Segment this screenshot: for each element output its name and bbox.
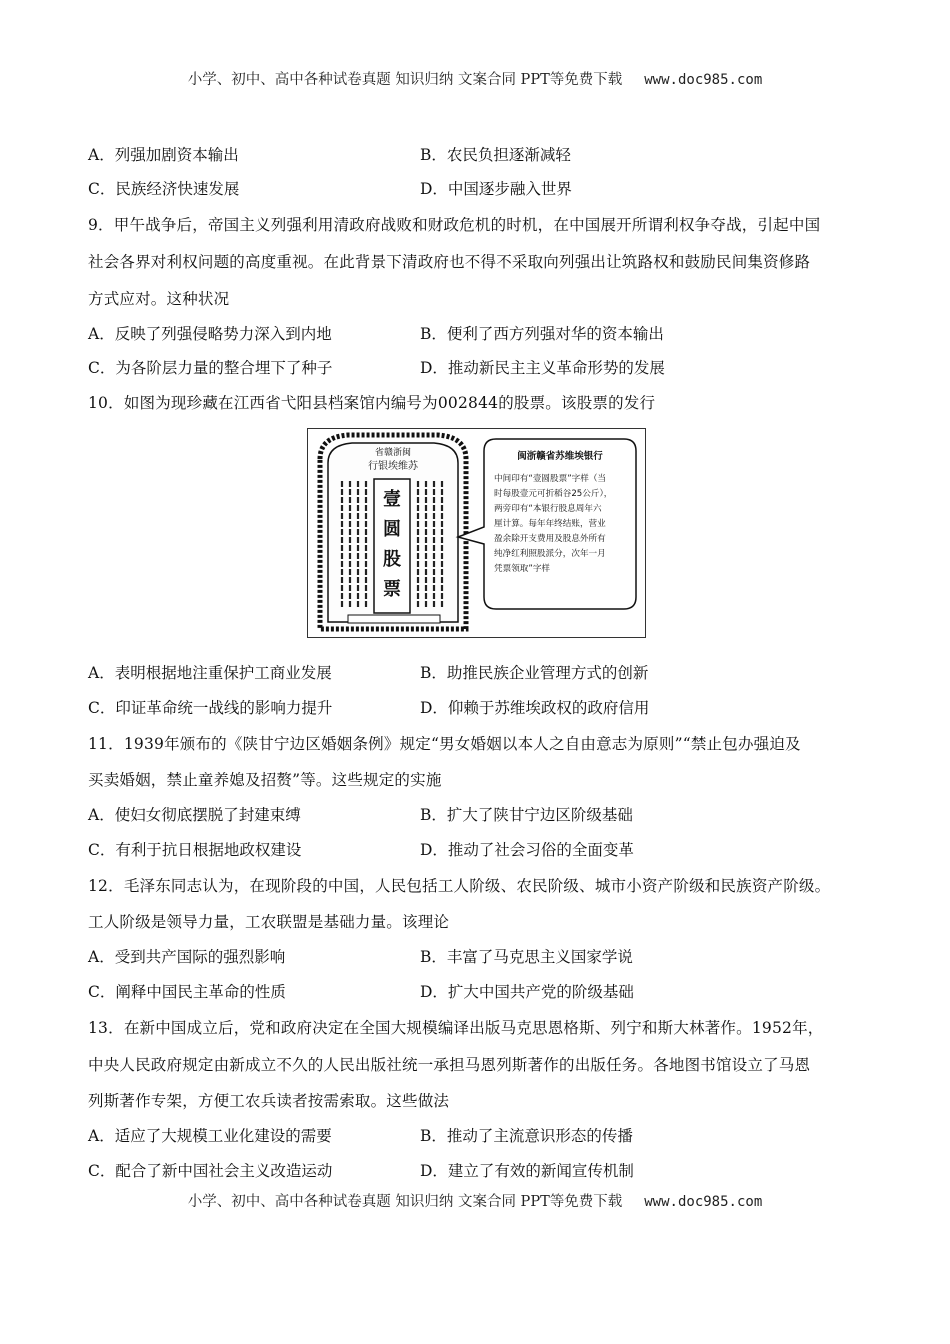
bubble-line: 时每股壹元可折稻谷25公斤）， xyxy=(494,489,613,499)
bubble-title: 闽浙赣省苏维埃银行 xyxy=(517,451,603,462)
bubble-line: 纯净红利照股派分，次年一月 xyxy=(494,549,606,559)
footer-text: 小学、初中、高中各种试卷真题 知识归纳 文案合同 PPT等免费下载 xyxy=(187,1194,623,1210)
q8-option-a[interactable]: A．列强加剧资本输出 xyxy=(88,146,239,164)
q11-stem-line2: 买卖婚姻，禁止童养媳及招赘”等。这些规定的实施 xyxy=(88,771,442,789)
q9-stem-line1: 9．甲午战争后，帝国主义列强利用清政府战败和财政危机的时机，在中国展开所谓利权争夺战，引起中国 xyxy=(88,216,821,234)
q13-stem-line2: 中央人民政府规定由新成立不久的人民出版社统一承担马恩列斯著作的出版任务。各地图书馆设立了马恩 xyxy=(88,1056,811,1074)
header-url[interactable]: www.doc985.com xyxy=(644,72,763,88)
q9-option-a[interactable]: A．反映了列强侵略势力深入到内地 xyxy=(88,325,332,343)
q10-option-b[interactable]: B．助推民族企业管理方式的创新 xyxy=(420,664,649,682)
q13-option-d[interactable]: D．建立了有效的新闻宣传机制 xyxy=(420,1162,634,1180)
certificate-title-char: 股 xyxy=(383,549,401,570)
header-text: 小学、初中、高中各种试卷真题 知识归纳 文案合同 PPT等免费下载 xyxy=(187,72,623,88)
q13-stem-line1: 13．在新中国成立后，党和政府决定在全国大规模编译出版马克思恩格斯、列宁和斯大林著作。1952年， xyxy=(88,1019,824,1037)
q11-option-d[interactable]: D．推动了社会习俗的全面变革 xyxy=(420,841,634,859)
q11-stem-line1: 11．1939年颁布的《陕甘宁边区婚姻条例》规定“男女婚姻以本人之自由意志为原则”“禁止包办强迫及 xyxy=(88,735,801,753)
q11-option-b[interactable]: B．扩大了陕甘宁边区阶级基础 xyxy=(420,806,633,824)
q12-option-d[interactable]: D．扩大中国共产党的阶级基础 xyxy=(420,983,634,1001)
q8-option-d[interactable]: D．中国逐步融入世界 xyxy=(420,180,572,198)
page-footer xyxy=(0,1190,950,1211)
bubble-line: 中间印有“壹圆股票”字样（当 xyxy=(494,474,607,484)
certificate-header-top: 省赣浙闽 xyxy=(374,448,412,458)
q10-option-a[interactable]: A．表明根据地注重保护工商业发展 xyxy=(88,664,332,682)
q9-stem-line2: 社会各界对利权问题的高度重视。在此背景下清政府也不得不采取向列强出让筑路权和鼓励民间集资修路 xyxy=(88,253,811,271)
q13-option-b[interactable]: B．推动了主流意识形态的传播 xyxy=(420,1127,633,1145)
q10-stem-line1: 10．如图为现珍藏在江西省弋阳县档案馆内编号为002844的股票。该股票的发行 xyxy=(88,394,656,412)
footer-url[interactable]: www.doc985.com xyxy=(644,1194,763,1210)
q9-option-d[interactable]: D．推动新民主主义革命形势的发展 xyxy=(420,359,665,377)
q13-option-a[interactable]: A．适应了大规模工业化建设的需要 xyxy=(88,1127,332,1145)
q12-option-b[interactable]: B．丰富了马克思主义国家学说 xyxy=(420,948,633,966)
q9-option-b[interactable]: B．便利了西方列强对华的资本输出 xyxy=(420,325,664,343)
q13-option-c[interactable]: C．配合了新中国社会主义改造运动 xyxy=(88,1162,333,1180)
certificate-ribbon xyxy=(348,615,440,623)
stock-certificate-figure xyxy=(307,428,646,638)
certificate-title-char: 壹 xyxy=(383,489,401,510)
q12-option-a[interactable]: A．受到共产国际的强烈影响 xyxy=(88,948,286,966)
q8-option-b[interactable]: B．农民负担逐渐减轻 xyxy=(420,146,571,164)
q9-stem-line3: 方式应对。这种状况 xyxy=(88,290,230,308)
bubble-line: 两旁印有“本银行股息周年六 xyxy=(494,504,602,514)
page-header xyxy=(0,68,950,89)
q11-option-c[interactable]: C．有利于抗日根据地政权建设 xyxy=(88,841,302,859)
bubble-line: 凭票领取”字样 xyxy=(494,564,551,574)
certificate-title-char: 圆 xyxy=(383,519,401,540)
certificate-title-char: 票 xyxy=(383,579,401,600)
q12-stem-line1: 12．毛泽东同志认为，在现阶段的中国，人民包括工人阶级、农民阶级、城市小资产阶级和民族资产阶级。 xyxy=(88,877,831,895)
q11-option-a[interactable]: A．使妇女彻底摆脱了封建束缚 xyxy=(88,806,301,824)
q12-stem-line2: 工人阶级是领导力量，工农联盟是基础力量。该理论 xyxy=(88,913,450,931)
certificate-header-bottom: 行银埃维苏 xyxy=(368,461,418,472)
q12-option-c[interactable]: C．阐释中国民主革命的性质 xyxy=(88,983,286,1001)
q9-option-c[interactable]: C．为各阶层力量的整合埋下了种子 xyxy=(88,359,333,377)
bubble-line: 厘计算。每年年终结账，营业 xyxy=(494,519,606,529)
stock-figure-svg xyxy=(308,429,645,637)
q10-option-d[interactable]: D．仰赖于苏维埃政权的政府信用 xyxy=(420,699,650,717)
bubble-line: 盈余除开支费用及股息外所有 xyxy=(494,534,606,544)
q13-stem-line3: 列斯著作专架，方便工农兵读者按需索取。这些做法 xyxy=(88,1092,450,1110)
q8-option-c[interactable]: C．民族经济快速发展 xyxy=(88,180,240,198)
q10-option-c[interactable]: C．印证革命统一战线的影响力提升 xyxy=(88,699,333,717)
